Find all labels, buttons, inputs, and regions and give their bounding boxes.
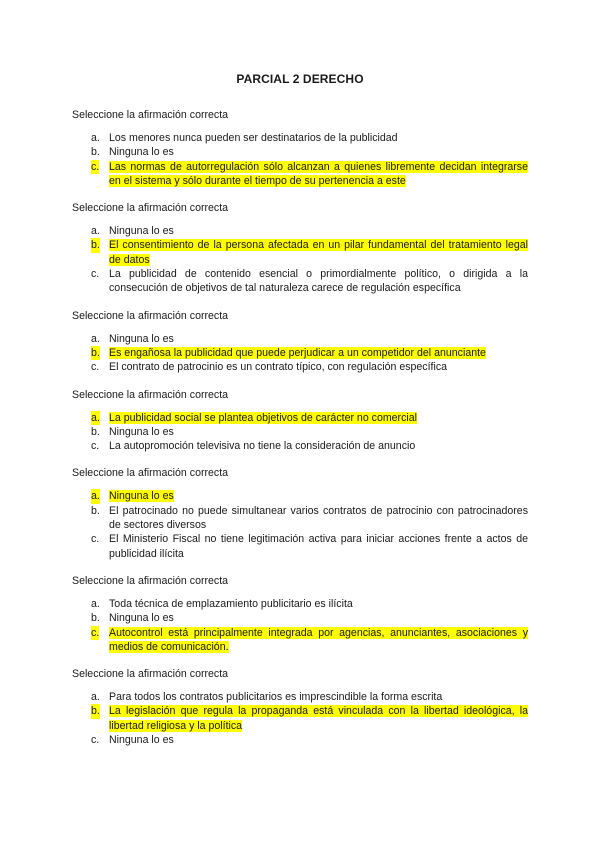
option-letter: a.	[91, 490, 100, 503]
option-item	[72, 733, 528, 747]
option-letter: a.	[91, 411, 100, 424]
option-list	[72, 411, 528, 454]
option-text: La publicidad de contenido esencial o primordialmente político, o dirigida a la consecución de objetivos de tal naturaleza carece de regulación específica	[109, 268, 528, 295]
option-letter: b.	[91, 425, 100, 438]
option-text: Ninguna lo es	[109, 146, 174, 159]
option-item	[72, 597, 528, 611]
option-letter: c.	[91, 361, 100, 374]
question-prompt: Seleccione la afirmación correcta	[72, 388, 229, 401]
option-item-highlighted	[72, 411, 528, 425]
option-letter: b.	[91, 146, 100, 159]
question-prompt: Seleccione la afirmación correcta	[72, 574, 229, 587]
option-text: Para todos los contratos publicitarios es imprescindible la forma escrita	[109, 691, 443, 704]
option-letter: c.	[91, 626, 100, 639]
option-letter: c.	[91, 160, 100, 173]
option-letter: a.	[91, 225, 100, 238]
option-item-highlighted	[72, 238, 528, 267]
question-block	[72, 574, 528, 654]
option-item-highlighted	[72, 626, 528, 655]
option-item	[72, 332, 528, 346]
option-item-highlighted	[72, 160, 528, 189]
option-text: Ninguna lo es	[109, 612, 174, 625]
option-letter: a.	[91, 597, 100, 610]
option-item	[72, 532, 528, 561]
option-text: Ninguna lo es	[109, 332, 174, 345]
option-text: Ninguna lo es	[109, 490, 174, 503]
option-item	[72, 690, 528, 704]
option-letter: c.	[91, 533, 100, 546]
option-item-highlighted	[72, 346, 528, 360]
option-text: La publicidad social se plantea objetivos de carácter no comercial	[109, 411, 417, 424]
option-letter: b.	[91, 612, 100, 625]
option-item-highlighted	[72, 704, 528, 733]
option-list	[72, 489, 528, 560]
option-text: El patrocinado no puede simultanear varios contratos de patrocinio con patrocinadores de sectores diversos	[109, 504, 528, 532]
option-item	[72, 145, 528, 159]
option-text: Toda técnica de emplazamiento publicitario es ilícita	[109, 597, 353, 610]
option-text: Ninguna lo es	[109, 425, 174, 438]
question-prompt: Seleccione la afirmación correcta	[72, 668, 229, 681]
option-list	[72, 224, 528, 295]
question-prompt: Seleccione la afirmación correcta	[72, 202, 229, 215]
option-item	[72, 439, 528, 453]
option-text: La legislación que regula la propaganda está vinculada con la libertad ideológica, la libertad religiosa y la política	[109, 705, 528, 732]
option-item	[72, 611, 528, 625]
question-block	[72, 309, 528, 375]
option-list	[72, 332, 528, 375]
option-list	[72, 690, 528, 747]
question-prompt: Seleccione la afirmación correcta	[72, 467, 229, 480]
option-item	[72, 360, 528, 374]
question-prompt: Seleccione la afirmación correcta	[72, 109, 229, 121]
option-text: El consentimiento de la persona afectada en un pilar fundamental del tratamiento legal de datos	[109, 239, 528, 266]
question-block	[72, 108, 528, 188]
option-text: El contrato de patrocinio es un contrato típico, con regulación específica	[109, 361, 448, 374]
option-letter: b.	[91, 346, 100, 359]
option-letter: b.	[91, 504, 100, 517]
question-block	[72, 201, 528, 295]
option-list	[72, 131, 528, 188]
option-list	[72, 597, 528, 654]
option-text: Las normas de autorregulación sólo alcanzan a quienes libremente decidan integrarse en el sistema y sólo durante el tiempo de su pertenencia a este	[109, 160, 528, 187]
question-prompt: Seleccione la afirmación correcta	[72, 309, 229, 322]
question-block	[72, 388, 528, 454]
option-item	[72, 267, 528, 296]
option-text: Ninguna lo es	[109, 734, 174, 747]
option-text: Los menores nunca pueden ser destinatarios de la publicidad	[109, 132, 398, 144]
option-item-highlighted	[72, 489, 528, 503]
option-letter: c.	[91, 268, 100, 281]
option-letter: c.	[91, 440, 100, 453]
option-letter: a.	[91, 132, 100, 144]
document-title: PARCIAL 2 DERECHO	[236, 72, 364, 86]
option-item	[72, 224, 528, 238]
option-text: La autopromoción televisiva no tiene la consideración de anuncio	[109, 440, 416, 453]
option-letter: b.	[91, 705, 100, 718]
option-text: El Ministerio Fiscal no tiene legitimación activa para iniciar acciones frente a actos de publicidad ilícita	[109, 533, 528, 560]
question-block	[72, 667, 528, 747]
option-text: Es engañosa la publicidad que puede perjudicar a un competidor del anunciante	[109, 346, 486, 359]
option-letter: c.	[91, 734, 100, 747]
option-text: Ninguna lo es	[109, 225, 174, 238]
option-letter: b.	[91, 239, 100, 252]
option-letter: a.	[91, 332, 100, 345]
option-text: Autocontrol está principalmente integrada por agencias, anunciantes, asociaciones y medios de comunicación.	[109, 626, 528, 653]
option-item	[72, 504, 528, 533]
option-item	[72, 425, 528, 439]
question-block	[72, 466, 528, 560]
option-item	[72, 131, 528, 145]
question-list	[72, 108, 528, 747]
option-letter: a.	[91, 691, 100, 704]
